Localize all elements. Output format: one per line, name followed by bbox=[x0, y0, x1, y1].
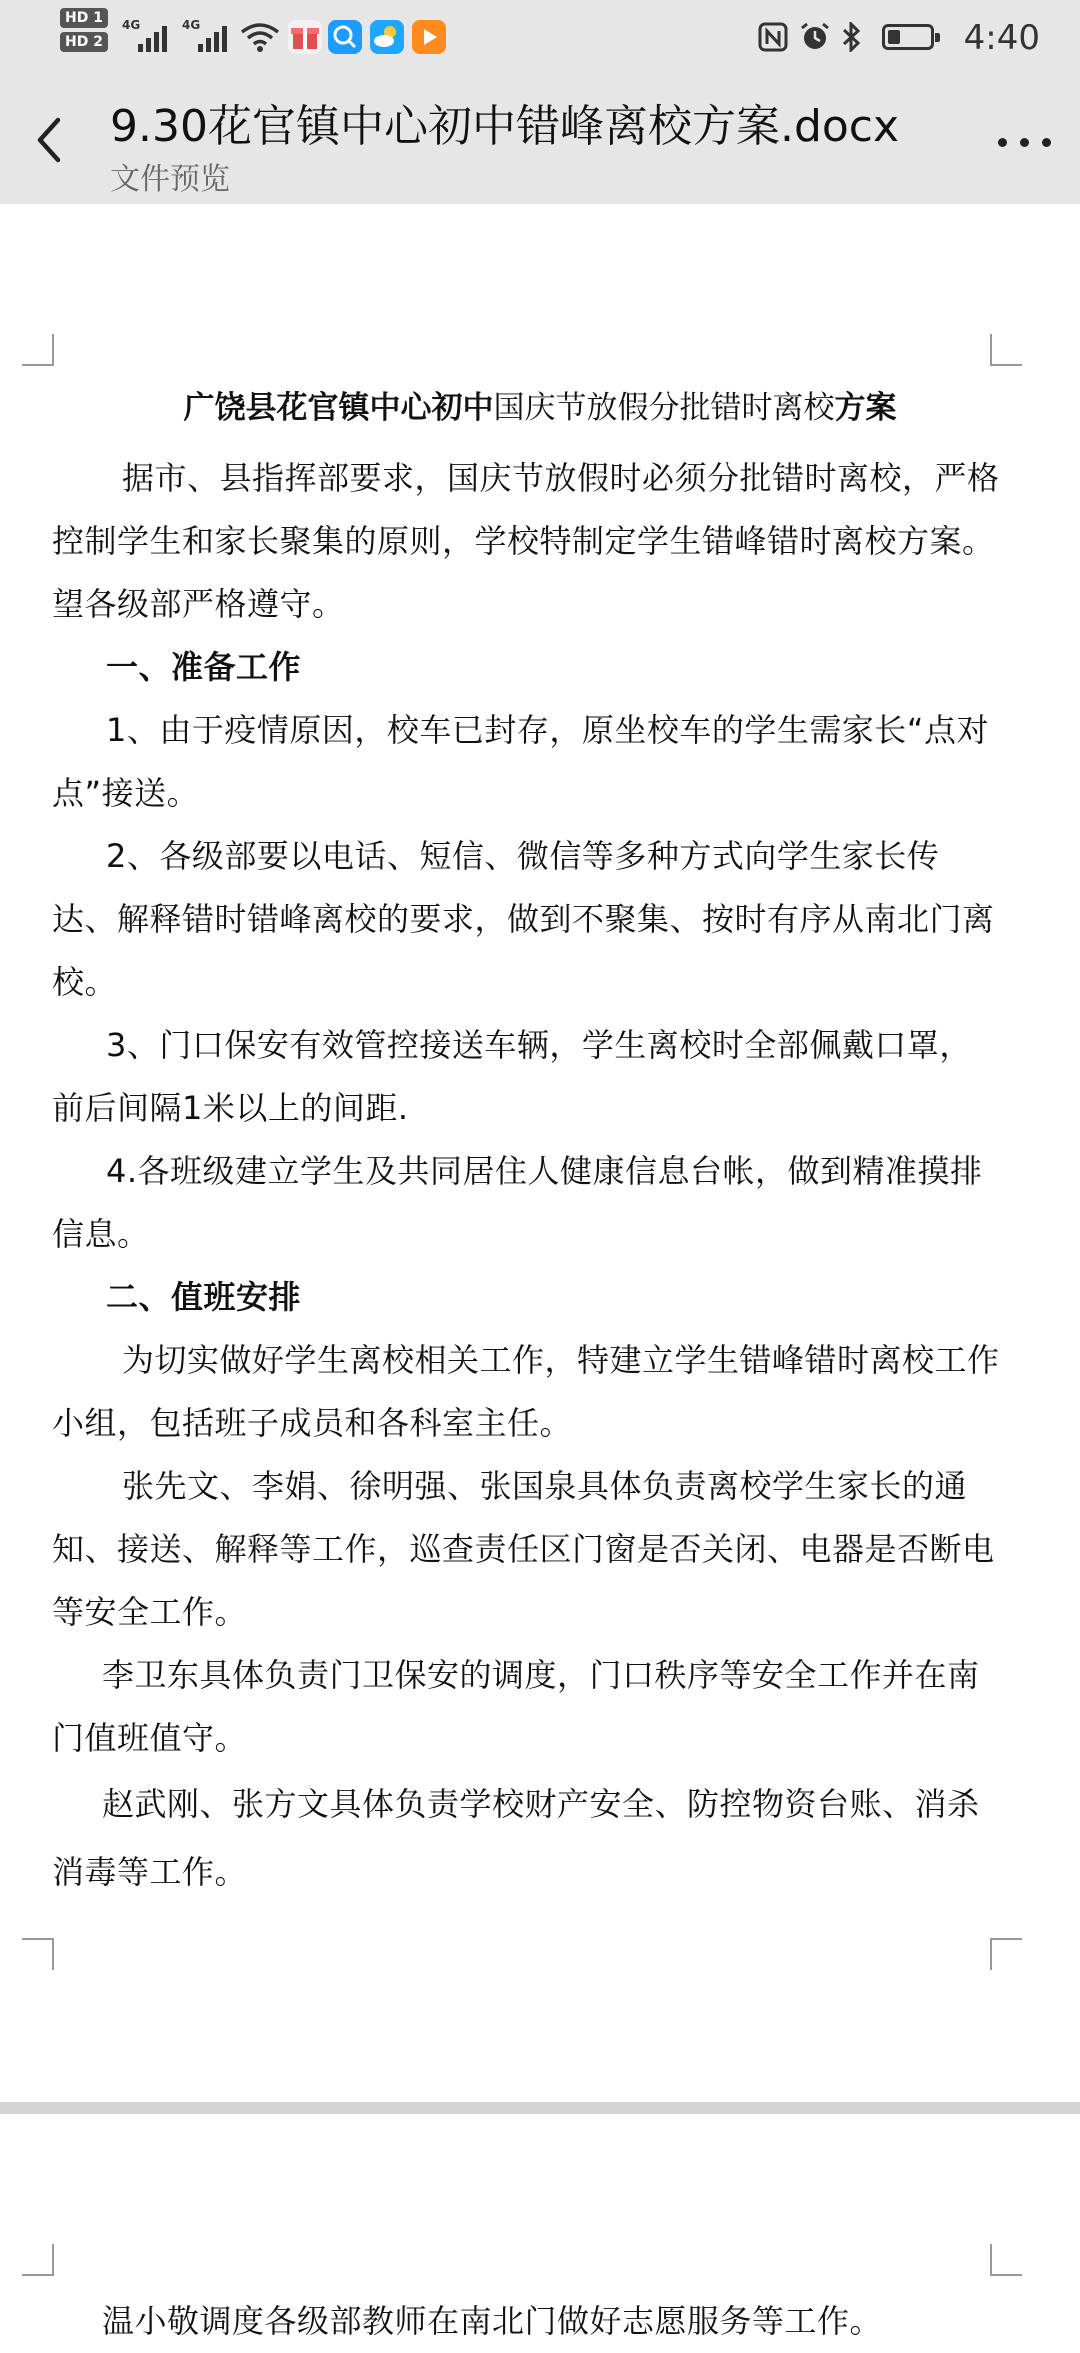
app-bar bbox=[0, 72, 1080, 204]
paragraph-duty-gate: 李卫东具体负责门卫保安的调度，门口秩序等安全工作并在南门值班值守。 bbox=[52, 1656, 980, 1757]
paragraph-duty-intro: 为切实做好学生离校相关工作，特建立学生错峰错时离校工作小组，包括班子成员和各科室主任。 bbox=[52, 1341, 1000, 1442]
paragraph-item-4: 4.各班级建立学生及共同居住人健康信息台帐，做到精准摸排信息。 bbox=[52, 1152, 983, 1253]
more-options-button[interactable] bbox=[990, 118, 1060, 168]
paragraph-item-3: 3、门口保安有效管控接送车辆，学生离校时全部佩戴口罩，前后间隔1米以上的间距. bbox=[52, 1026, 972, 1127]
crop-mark-bottom-left bbox=[22, 1938, 54, 1970]
video-app-icon bbox=[412, 20, 446, 54]
section-heading-preparation: 一、准备工作 bbox=[106, 648, 302, 686]
paragraph-duty-group: 张先文、李娟、徐明强、张国泉具体负责离校学生家长的通知、接送、解释等工作，巡查责任区门窗是否关闭、电器是否断电等安全工作。 bbox=[52, 1467, 995, 1631]
hd1-badge: HD 1 bbox=[60, 8, 108, 28]
back-button[interactable] bbox=[22, 108, 82, 172]
crop-mark-top-right bbox=[990, 2244, 1022, 2276]
weather-app-icon bbox=[370, 20, 404, 54]
hd-indicators bbox=[60, 8, 116, 56]
paragraph-item-2: 2、各级部要以电话、短信、微信等多种方式向学生家长传达、解释错时错峰离校的要求，做到不聚集、按时有序从南北门离校。 bbox=[52, 837, 995, 1001]
section-heading-duty: 二、值班安排 bbox=[106, 1278, 302, 1316]
heading-school: 广饶县花官镇中心初中 bbox=[183, 390, 494, 426]
wifi-icon bbox=[240, 22, 280, 54]
crop-mark-top-left bbox=[22, 2244, 54, 2276]
signal-2-icon: 4G bbox=[182, 18, 234, 54]
chevron-left-icon bbox=[22, 108, 82, 172]
bluetooth-icon bbox=[840, 22, 864, 52]
nfc-icon bbox=[756, 22, 790, 52]
document-subtitle: 文件预览 bbox=[110, 162, 230, 197]
page-separator bbox=[0, 2102, 1080, 2114]
crop-mark-top-left bbox=[22, 334, 54, 366]
battery-icon bbox=[882, 24, 934, 50]
crop-mark-top-right bbox=[990, 334, 1022, 366]
signal-1-icon: 4G bbox=[122, 18, 174, 54]
hd2-badge: HD 2 bbox=[60, 32, 108, 52]
alarm-icon bbox=[798, 22, 832, 52]
document-page-2[interactable] bbox=[0, 2114, 1080, 2340]
heading-plan: 方案 bbox=[834, 390, 897, 426]
gift-app-icon bbox=[288, 20, 322, 54]
document-heading bbox=[0, 382, 1080, 427]
status-bar bbox=[0, 0, 1080, 72]
document-title: 9.30花官镇中心初中错峰离校方案.docx bbox=[110, 101, 900, 152]
paragraph-item-1: 1、由于疫情原因，校车已封存，原坐校车的学生需家长“点对点”接送。 bbox=[52, 711, 989, 812]
clock: 4:40 bbox=[963, 18, 1040, 58]
paragraph-duty-property: 赵武刚、张方文具体负责学校财产安全、防控物资台账、消杀消毒等工作。 bbox=[52, 1785, 980, 1891]
search-app-icon bbox=[328, 20, 362, 54]
paragraph-duty-volunteer: 温小敬调度各级部教师在南北门做好志愿服务等工作。 bbox=[102, 2302, 883, 2340]
heading-topic: 国庆节放假分批错时离校 bbox=[493, 390, 835, 426]
document-page-1[interactable] bbox=[0, 204, 1080, 2102]
paragraph-intro: 据市、县指挥部要求，国庆节放假时必须分批错时离校，严格控制学生和家长聚集的原则，学校特制定学生错峰错时离校方案。 望各级部严格遵守。 bbox=[52, 459, 1000, 623]
crop-mark-bottom-right bbox=[990, 1938, 1022, 1970]
